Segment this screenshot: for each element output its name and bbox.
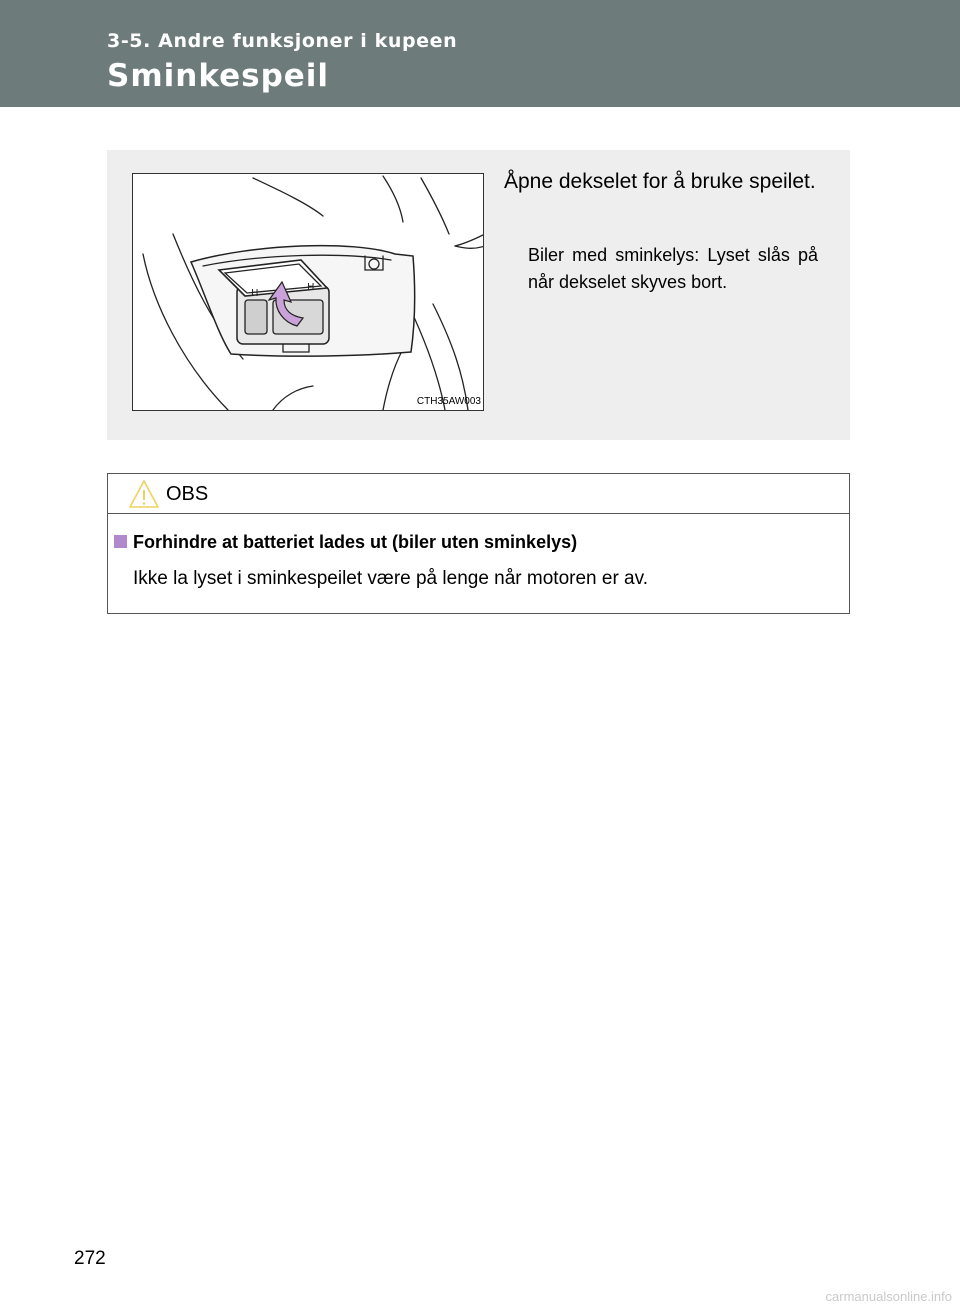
caution-header — [108, 474, 849, 514]
caution-box — [107, 473, 850, 614]
figure-code: CTH35AW003 — [416, 396, 481, 407]
section-label: 3-5. Andre funksjoner i kupeen — [107, 30, 458, 52]
sun-visor-drawing — [133, 174, 484, 411]
caution-item-title — [114, 532, 577, 553]
vanity-mirror-illustration — [132, 173, 484, 411]
caution-label: OBS — [166, 483, 209, 505]
page-header — [0, 0, 960, 107]
caution-item-text: Ikke la lyset i sminkespeilet være på lenge når motoren er av. — [133, 568, 648, 589]
note-text: Biler med sminkelys: Lyset slås på når dekselet skyves bort. — [528, 245, 818, 292]
warning-triangle-icon — [128, 479, 160, 509]
square-bullet-icon — [114, 535, 127, 548]
page-number: 272 — [74, 1248, 106, 1269]
instruction-text: Åpne dekselet for å bruke speilet. — [504, 170, 816, 193]
mark-label-right: H — [307, 282, 315, 293]
illustration-panel — [107, 150, 850, 440]
watermark: carmanualsonline.info — [825, 1289, 952, 1304]
mark-label-left: H — [251, 288, 259, 299]
page-title: Sminkespeil — [107, 58, 330, 94]
caution-item-title-text: Forhindre at batteriet lades ut (biler uten sminkelys) — [133, 532, 578, 552]
